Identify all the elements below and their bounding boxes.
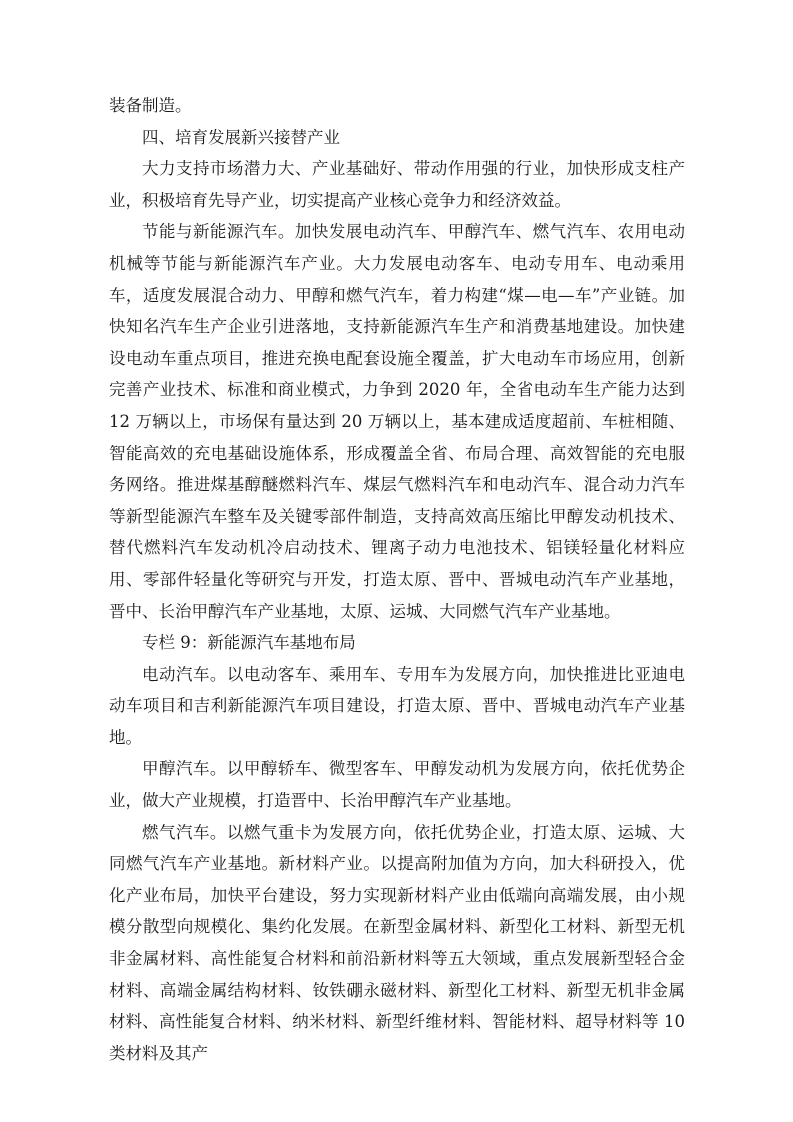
document-body bbox=[109, 90, 685, 1069]
paragraph-intro: 大力支持市场潜力大、产业基础好、带动作用强的行业，加快形成支柱产业，积极培育先导产业，切实提高产业核心竞争力和经济效益。 bbox=[109, 159, 685, 210]
paragraph-methanol-vehicles: 甲醇汽车。以甲醇轿车、微型客车、甲醇发动机为发展方向，依托优势企业，做大产业规模，打造晋中、长治甲醇汽车产业基地。 bbox=[109, 759, 685, 811]
section-heading-emerging-industries: 四、培育发展新兴接替产业 bbox=[142, 127, 340, 147]
column-heading-vehicle-bases: 专栏 9：新能源汽车基地布局 bbox=[142, 633, 356, 653]
paragraph-gas-vehicles-new-materials: 燃气汽车。以燃气重卡为发展方向，依托优势企业，打造太原、运城、大同燃气汽车产业基地。新材料产业。以提高附加值为方向，加大科研投入，优化产业布局，加快平台建设，努力实现新材料产业由低端向高端发展，由小规模分散型向规模化、集约化发展。在新型金属材料、新型化工材料、新型无机非金属材料、高性能复合材料和前沿新材料等五大领域，重点发展新型轻合金材料、高端金属结构材料、钕铁硼永磁材料、新型化工材料、新型无机非金属材料、高性能复合材料、纳米材料、新型纤维材料、智能材料、超导材料等 10 类材料及其产 bbox=[109, 822, 685, 1063]
paragraph-new-energy-vehicles: 节能与新能源汽车。加快发展电动汽车、甲醇汽车、燃气汽车、农用电动机械等节能与新能源汽车产业。大力发展电动客车、电动专用车、电动乘用车，适度发展混合动力、甲醇和燃气汽车，着力构建“煤—电—车”产业链。加快知名汽车生产企业引进落地，支持新能源汽车生产和消费基地建设。加快建设电动车重点项目，推进充换电配套设施全覆盖，扩大电动车市场应用，创新完善产业技术、标准和商业模式，力争到 2020 年，全省电动车生产能力达到 12 万辆以上，市场保有量达到 20 万辆以上，基本建成适度超前、车桩相随、智能高效的充电基础设施体系，形成覆盖全省、布局合理、高效智能的充电服务网络。推进煤基醇醚燃料汽车、煤层气燃料汽车和电动汽车、混合动力汽车等新型能源汽车整车及关键零部件制造，支持高效高压缩比甲醇发动机技术、替代燃料汽车发动机冷启动技术、锂离子动力电池技术、铝镁轻量化材料应用、零部件轻量化等研究与开发，打造太原、晋中、晋城电动汽车产业基地，晋中、长治甲醇汽车产业基地，太原、运城、大同燃气汽车产业基地。 bbox=[109, 222, 685, 621]
paragraph-continuation: 装备制造。 bbox=[109, 96, 192, 115]
paragraph-electric-vehicles: 电动汽车。以电动客车、乘用车、专用车为发展方向，加快推进比亚迪电动车项目和吉利新能源汽车项目建设，打造太原、晋中、晋城电动汽车产业基地。 bbox=[109, 664, 685, 747]
